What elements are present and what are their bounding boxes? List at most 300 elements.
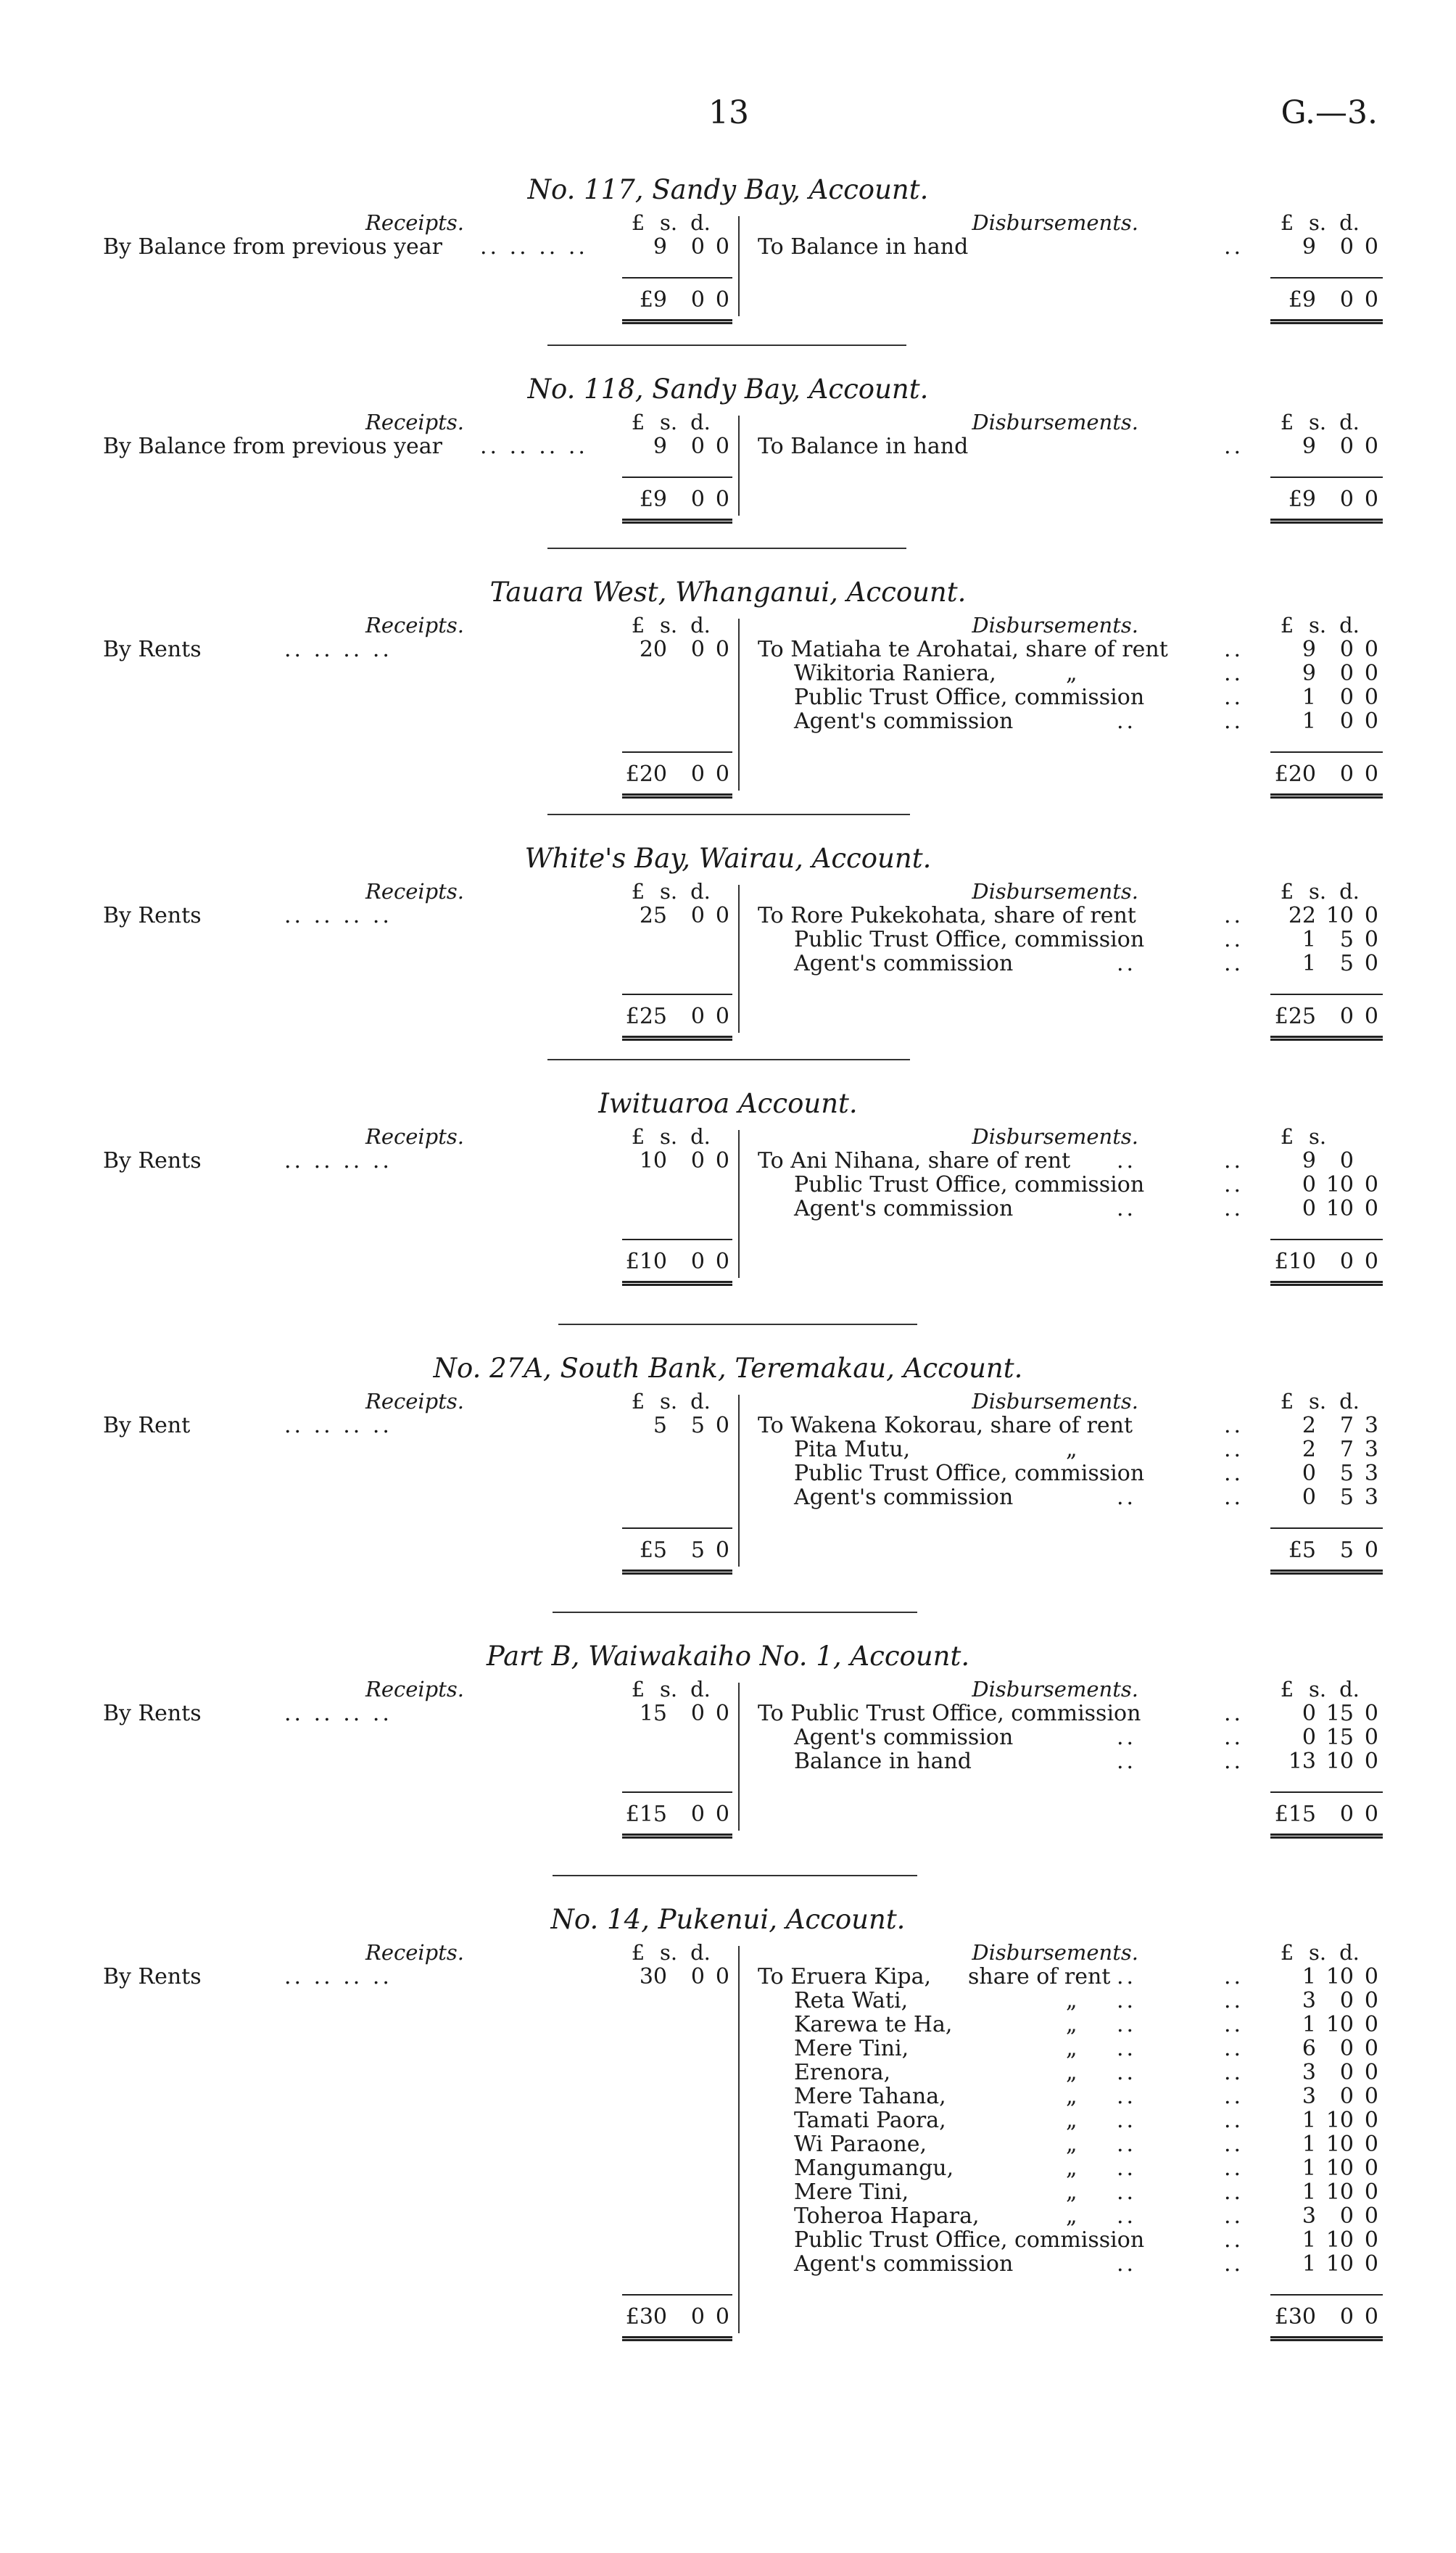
disbursement-text: To Balance in hand [758,234,969,260]
receipt-line [103,1413,392,1438]
total-pounds: £25 [625,1004,667,1029]
amount-pounds: 2 [1302,1437,1316,1462]
disbursement-line [758,1413,1244,1438]
total-pence: 0 [715,487,729,512]
leader-dots: .. [1117,2036,1137,2061]
pence-header: d. [1339,1940,1360,1965]
amount-shillings: 10 [1325,1964,1354,1989]
section-separator [547,548,906,549]
amount-pounds: 0 [1302,1196,1316,1221]
double-rule [1270,1834,1383,1839]
amount-pounds: 15 [639,1701,667,1726]
total-shillings: 0 [1339,1802,1354,1827]
amount-pence: 0 [1364,637,1378,662]
disbursement-line [794,1196,1244,1221]
amount-pence: 0 [715,234,729,260]
ditto-mark: „ [1066,2179,1077,2205]
pound-header: £ [1280,613,1294,638]
amount-shillings: 0 [1339,1148,1354,1174]
total-rule [622,751,732,753]
amount-shillings: 0 [1339,234,1354,260]
disbursement-text: Public Trust Office, commission [794,927,1145,952]
shillings-header: s. [659,410,678,434]
disbursements-heading: Disbursements. [972,1124,1138,1149]
leader-dots: .. [1224,2060,1244,2085]
amount-pounds: 1 [1302,2156,1316,2181]
amount-shillings: 0 [690,1964,705,1989]
amount-pounds: 9 [1302,661,1316,686]
amount-pounds: 0 [1302,1461,1316,1486]
total-rule [622,1239,732,1240]
account-title: Tauara West, Whanganui, Account. [489,577,967,608]
account-section [0,1904,1456,2362]
disbursement-text: To Ani Nihana, share of rent [758,1148,1071,1174]
disbursement-text: Agent's commission [794,1485,1014,1510]
pound-header: £ [1280,410,1294,434]
total-rule [622,277,732,279]
disbursement-line [794,2156,1244,2181]
receipt-text: By Rent [103,1413,191,1438]
disbursement-line [794,1172,1244,1197]
disbursement-line [794,2036,1244,2061]
amount-pence: 0 [1364,1749,1378,1774]
disbursement-text: Agent's commission [794,1725,1014,1750]
ditto-mark: „ [1066,661,1077,686]
disbursements-heading: Disbursements. [972,1940,1138,1965]
disbursement-line [758,1964,1244,1989]
amount-shillings: 0 [1339,661,1354,686]
leader-dots: .. [1117,1485,1137,1510]
total-pounds: £9 [639,487,667,512]
receipts-heading: Receipts. [365,1940,464,1965]
amount-pence: 0 [715,1148,729,1174]
receipt-line [103,1964,392,1989]
amount-pence: 0 [1364,1701,1378,1726]
disbursement-text: Public Trust Office, commission [794,685,1145,710]
column-divider [738,1130,740,1278]
amount-shillings: 0 [690,1148,705,1174]
disbursement-line [794,1988,1244,2013]
leader-dots: .. .. .. .. [284,903,392,928]
pound-header: £ [631,410,645,434]
total-pounds: £20 [625,762,667,787]
amount-pence: 0 [1364,2108,1378,2133]
double-rule [622,519,732,524]
ditto-mark: „ [1066,2060,1077,2085]
double-rule [1270,519,1383,524]
disbursement-text: Erenora, [794,2060,891,2085]
total-rule [1270,1527,1383,1529]
leader-dots: .. [1117,1148,1137,1174]
disbursement-text: Wikitoria Raniera, [794,661,996,686]
disbursement-text: Karewa te Ha, [794,2012,953,2037]
leader-dots: .. [1117,2060,1137,2085]
shillings-header: s. [659,1677,678,1702]
amount-pounds: 22 [1288,903,1316,928]
disbursement-line [794,1437,1244,1462]
double-rule [622,319,732,324]
leader-dots: .. [1117,1725,1137,1750]
leader-dots: .. [1224,1485,1244,1510]
amount-pence: 0 [1364,2203,1378,2229]
disbursement-line [758,1148,1244,1174]
disbursements-heading: Disbursements. [972,1389,1138,1414]
account-section [0,843,1456,1062]
pence-header: d. [690,1389,711,1414]
disbursement-line [758,903,1244,928]
section-separator [558,1324,917,1325]
total-pounds: £9 [1288,487,1316,512]
pound-header: £ [631,210,645,235]
leader-dots: .. [1224,2203,1244,2229]
leader-dots: .. [1224,2012,1244,2037]
disbursement-text: Agent's commission [794,2251,1014,2277]
leader-dots: .. [1117,1964,1137,1989]
pence-header: d. [1339,210,1360,235]
amount-pounds: 10 [639,1148,667,1174]
amount-shillings: 0 [1339,1988,1354,2013]
leader-dots: .. [1224,661,1244,686]
pound-header: £ [1280,1389,1294,1414]
double-rule [622,1281,732,1286]
total-shillings: 0 [1339,487,1354,512]
leader-dots: .. .. .. .. [284,1701,392,1726]
amount-shillings: 0 [1339,685,1354,710]
leader-dots: .. [1224,1413,1244,1438]
leader-dots: .. [1224,685,1244,710]
amount-pence: 3 [1364,1437,1378,1462]
amount-pence: 3 [1364,1485,1378,1510]
amount-pence: 0 [715,1413,729,1438]
total-pence: 0 [1364,2304,1378,2330]
disbursement-line [794,2179,1244,2205]
amount-shillings: 0 [1339,2203,1354,2229]
total-rule [1270,2294,1383,2296]
leader-dots: .. [1224,1196,1244,1221]
total-pence: 0 [715,1802,729,1827]
double-rule [1270,1281,1383,1286]
pence-header: d. [1339,410,1360,434]
leader-dots: .. [1117,709,1137,734]
amount-pounds: 9 [1302,1148,1316,1174]
disbursement-text: Agent's commission [794,709,1014,734]
amount-pence: 0 [1364,927,1378,952]
column-divider [738,1395,740,1567]
pound-header: £ [631,879,645,904]
account-section [0,577,1456,820]
amount-pence: 0 [1364,1964,1378,1989]
shillings-header: s. [1308,1677,1327,1702]
total-shillings: 5 [1339,1538,1354,1563]
disbursement-line [794,661,1244,686]
amount-shillings: 10 [1325,2012,1354,2037]
pence-header: d. [690,210,711,235]
total-rule [1270,1791,1383,1793]
receipts-heading: Receipts. [365,210,464,235]
amount-shillings: 5 [1339,951,1354,976]
amount-pounds: 1 [1302,951,1316,976]
total-shillings: 0 [1339,1249,1354,1274]
pence-header: d. [690,1677,711,1702]
total-pence: 0 [1364,762,1378,787]
ditto-mark: „ [1066,1988,1077,2013]
leader-dots: .. [1117,1749,1137,1774]
total-pounds: £30 [1274,2304,1316,2330]
amount-shillings: 15 [1325,1725,1354,1750]
amount-pence: 0 [1364,2156,1378,2181]
amount-pence: 0 [715,637,729,662]
section-separator [547,814,910,815]
amount-pence: 0 [1364,234,1378,260]
total-shillings: 0 [1339,1004,1354,1029]
amount-pounds: 1 [1302,2179,1316,2205]
double-rule [622,1570,732,1575]
disbursement-line [794,927,1244,952]
amount-pounds: 6 [1302,2036,1316,2061]
amount-pounds: 0 [1302,1701,1316,1726]
leader-dots: .. [1224,709,1244,734]
disbursement-line [794,2203,1244,2229]
amount-pence: 0 [1364,1988,1378,2013]
amount-pence: 0 [1364,685,1378,710]
amount-pounds: 0 [1302,1172,1316,1197]
total-pence: 0 [1364,287,1378,313]
amount-shillings: 5 [690,1413,705,1438]
ditto-mark: „ [1066,2084,1077,2109]
pence-header: d. [1339,613,1360,638]
amount-pence: 0 [1364,1196,1378,1221]
disbursement-text: Wi Paraone, [794,2132,927,2157]
amount-pounds: 20 [639,637,667,662]
amount-pence: 0 [1364,2132,1378,2157]
disbursements-heading: Disbursements. [972,879,1138,904]
amount-shillings: 5 [1339,1485,1354,1510]
total-shillings: 0 [690,487,705,512]
leader-dots: .. [1117,2203,1137,2229]
total-pence: 0 [715,287,729,313]
amount-pounds: 3 [1302,2203,1316,2229]
column-divider [738,885,740,1033]
disbursement-text: Mere Tini, [794,2036,909,2061]
disbursement-line [794,2251,1244,2277]
disbursement-line [794,2108,1244,2133]
receipts-heading: Receipts. [365,1677,464,1702]
disbursement-text: Public Trust Office, commission [794,1172,1145,1197]
leader-dots: .. .. .. .. [480,234,588,260]
disbursement-text: Mangumangu, [794,2156,954,2181]
leader-dots: .. [1117,1196,1137,1221]
total-pounds: £9 [1288,287,1316,313]
leader-dots: .. [1224,2132,1244,2157]
amount-pounds: 1 [1302,2108,1316,2133]
column-divider [738,1946,740,2333]
total-rule [622,994,732,995]
leader-dots: .. [1224,927,1244,952]
ditto-mark: „ [1066,2203,1077,2229]
total-shillings: 0 [690,1802,705,1827]
total-rule [1270,751,1383,753]
amount-pence: 0 [1364,1725,1378,1750]
amount-shillings: 7 [1339,1437,1354,1462]
leader-dots: .. [1224,2156,1244,2181]
amount-pence: 0 [1364,661,1378,686]
leader-dots: .. [1224,1437,1244,1462]
total-rule [622,1527,732,1529]
receipt-line [103,234,588,260]
receipts-heading: Receipts. [365,879,464,904]
leader-dots: .. .. .. .. [284,1964,392,1989]
receipt-text: By Balance from previous year [103,434,442,459]
disbursement-line [794,2084,1244,2109]
amount-shillings: 10 [1325,1749,1354,1774]
amount-pence: 0 [1364,2036,1378,2061]
double-rule [622,1834,732,1839]
leader-dots: .. [1224,434,1244,459]
amount-shillings: 0 [1339,2084,1354,2109]
disbursement-text: Mere Tahana, [794,2084,946,2109]
account-title: No. 117, Sandy Bay, Account. [527,174,929,205]
amount-pence: 0 [1364,1172,1378,1197]
total-pounds: £15 [625,1802,667,1827]
amount-shillings: 0 [690,903,705,928]
total-pence: 0 [715,762,729,787]
receipts-heading: Receipts. [365,613,464,638]
pound-header: £ [631,1124,645,1149]
amount-shillings: 5 [1339,1461,1354,1486]
amount-pence: 0 [1364,903,1378,928]
receipts-heading: Receipts. [365,1124,464,1149]
amount-pounds: 1 [1302,709,1316,734]
disbursements-heading: Disbursements. [972,1677,1138,1702]
amount-pounds: 13 [1288,1749,1316,1774]
leader-dots: .. [1117,2084,1137,2109]
total-pounds: £5 [1288,1538,1316,1563]
column-divider [738,1683,740,1831]
total-pounds: £9 [639,287,667,313]
amount-pounds: 1 [1302,1964,1316,1989]
total-pence: 0 [715,2304,729,2330]
amount-pence: 0 [715,1964,729,1989]
disbursement-text: Agent's commission [794,1196,1014,1221]
amount-pounds: 0 [1302,1485,1316,1510]
ditto-mark: „ [1066,1437,1077,1462]
double-rule [1270,2336,1383,2341]
pound-header: £ [1280,1124,1294,1149]
ditto-mark: „ [1066,2036,1077,2061]
amount-shillings: 10 [1325,2108,1354,2133]
leader-dots: .. [1224,2036,1244,2061]
section-separator [547,345,906,346]
disbursement-text: Public Trust Office, commission [794,2227,1145,2253]
pound-header: £ [631,1389,645,1414]
disbursement-line [758,1701,1244,1726]
amount-shillings: 7 [1339,1413,1354,1438]
shillings-header: s. [659,613,678,638]
amount-pounds: 9 [653,434,667,459]
amount-shillings: 0 [690,434,705,459]
column-divider [738,619,740,791]
amount-pence: 0 [715,1701,729,1726]
disbursement-text: Tamati Paora, [794,2108,946,2133]
section-separator [553,1612,917,1613]
amount-pence: 3 [1364,1461,1378,1486]
pence-header: d. [690,1940,711,1965]
total-rule [622,1791,732,1793]
leader-dots: .. [1224,1749,1244,1774]
amount-pence: 0 [1364,2084,1378,2109]
leader-dots: .. [1117,2179,1137,2205]
leader-dots: .. [1224,1172,1244,1197]
disbursement-text: To Public Trust Office, commission [758,1701,1141,1726]
amount-pounds: 9 [1302,434,1316,459]
amount-pence: 0 [1364,709,1378,734]
disbursement-text: To Wakena Kokorau, share of rent [758,1413,1133,1438]
receipt-line [103,637,392,662]
receipt-line [103,903,392,928]
amount-shillings: 5 [1339,927,1354,952]
amount-shillings: 0 [1339,709,1354,734]
section-separator [553,1875,917,1876]
total-shillings: 0 [690,1249,705,1274]
amount-pounds: 2 [1302,1413,1316,1438]
leader-dots: .. [1224,2108,1244,2133]
total-shillings: 0 [1339,287,1354,313]
ditto-mark: „ [1066,2108,1077,2133]
shillings-header: s. [1308,1940,1327,1965]
account-section [0,174,1456,345]
account-section [0,1641,1456,1860]
total-rule [1270,994,1383,995]
receipt-text: By Rents [103,1148,202,1174]
shillings-header: s. [1308,613,1327,638]
receipt-text: By Rents [103,1701,202,1726]
receipts-heading: Receipts. [365,1389,464,1414]
receipt-line [103,434,588,459]
total-rule [1270,277,1383,279]
leader-dots: .. [1224,234,1244,260]
amount-pounds: 25 [639,903,667,928]
receipt-text: By Rents [103,903,202,928]
receipt-text: By Balance from previous year [103,234,442,260]
disbursement-line [794,709,1244,734]
leader-dots: .. [1224,1725,1244,1750]
leader-dots: .. .. .. .. [480,434,588,459]
account-title: No. 27A, South Bank, Teremakau, Account. [433,1353,1023,1384]
amount-pounds: 1 [1302,2132,1316,2157]
amount-pounds: 1 [1302,685,1316,710]
disbursement-text: Pita Mutu, [794,1437,911,1462]
account-title: Iwituaroa Account. [598,1088,858,1119]
amount-pence: 0 [1364,2060,1378,2085]
amount-shillings: 10 [1325,1196,1354,1221]
amount-pounds: 1 [1302,2227,1316,2253]
pound-header: £ [1280,879,1294,904]
leader-dots: .. [1224,2084,1244,2109]
receipt-line [103,1148,392,1174]
leader-dots: .. [1224,903,1244,928]
amount-shillings: 0 [1339,637,1354,662]
leader-dots: .. [1117,951,1137,976]
column-divider [738,216,740,316]
disbursement-text: Reta Wati, [794,1988,909,2013]
amount-shillings: 10 [1325,903,1354,928]
account-title: No. 14, Pukenui, Account. [550,1904,906,1935]
amount-pounds: 3 [1302,1988,1316,2013]
shillings-header: s. [1308,879,1327,904]
amount-shillings: 0 [690,637,705,662]
account-title: Part B, Waiwakaiho No. 1, Account. [486,1641,970,1672]
total-pence: 0 [1364,1802,1378,1827]
